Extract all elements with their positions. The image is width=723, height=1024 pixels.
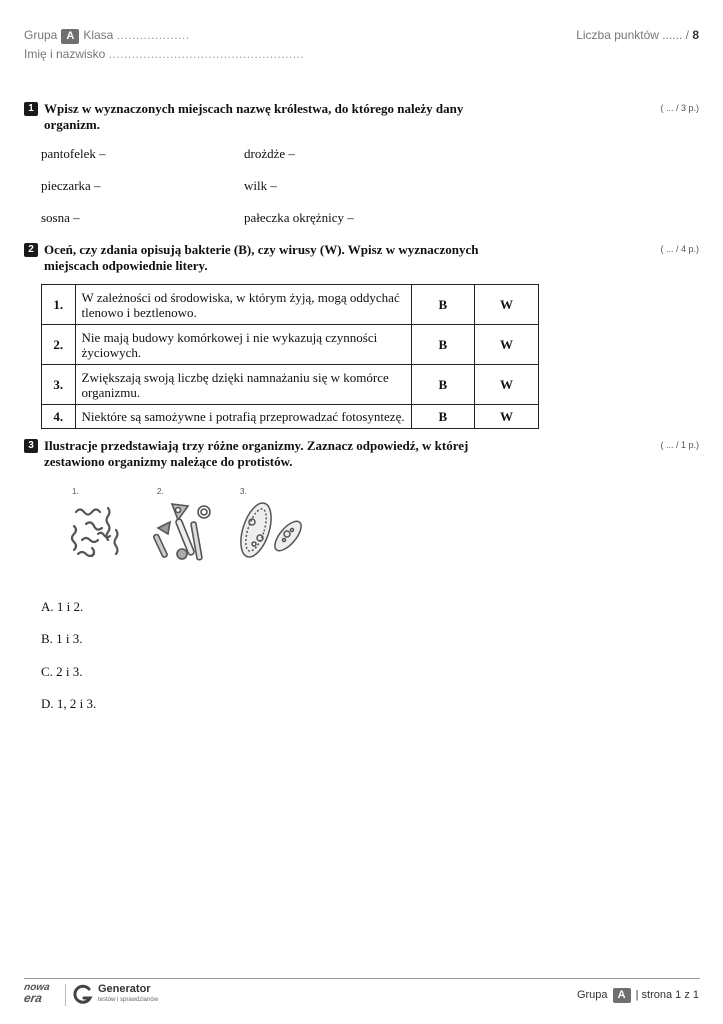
question-2-points: ( ... / 4 p.) xyxy=(660,244,699,254)
q1-item-wilk[interactable]: wilk – xyxy=(244,178,277,193)
q1-item-pieczarka[interactable]: pieczarka – xyxy=(41,178,101,193)
table-row xyxy=(42,285,539,325)
logo-bottom-word: era xyxy=(23,991,44,1005)
protist-illustration xyxy=(232,498,304,562)
answer-option-a[interactable]: A. 1 i 2. xyxy=(41,599,84,614)
illustration-label-1: 1. xyxy=(72,487,79,496)
table-row xyxy=(42,365,539,405)
footer-divider xyxy=(24,978,700,979)
name-field[interactable]: ................................................... xyxy=(108,47,305,61)
true-false-table xyxy=(41,284,539,429)
option-w-cell[interactable]: W xyxy=(475,365,539,405)
row-number: 2. xyxy=(42,325,76,365)
row-statement: Zwiększają swoją liczbę dzięki namnażaniu się w komórce organizmu. xyxy=(75,365,411,405)
illustration-label-2: 2. xyxy=(157,487,164,496)
q1-item-pantofelek[interactable]: pantofelek – xyxy=(41,146,106,161)
question-2 xyxy=(24,242,624,275)
points-separator: / xyxy=(685,28,689,42)
question-1 xyxy=(24,101,624,134)
row-statement: W zależności od środowiska, w którym żyją, mogą oddychać tlenowo i beztlenowo. xyxy=(75,285,411,325)
points-label: Liczba punktów ...... xyxy=(576,28,683,42)
bacteria-illustration xyxy=(68,500,130,562)
header-name-line xyxy=(24,47,304,61)
class-label: Klasa xyxy=(83,28,114,42)
question-number-badge: 2 xyxy=(24,243,38,257)
points-summary xyxy=(576,28,699,42)
q1-item-sosna[interactable]: sosna – xyxy=(41,210,80,225)
generator-subtitle: testów i sprawdzianów xyxy=(98,997,159,1003)
q1-item-paleczka[interactable]: pałeczka okrężnicy – xyxy=(244,210,354,225)
footer-group-label: Grupa xyxy=(576,989,608,1001)
option-w-cell[interactable]: W xyxy=(475,285,539,325)
table-row xyxy=(42,405,539,429)
group-label: Grupa xyxy=(24,28,58,42)
header-group-line xyxy=(24,28,190,44)
generator-g-icon xyxy=(72,984,94,1006)
answer-option-d[interactable]: D. 1, 2 i 3. xyxy=(41,696,97,711)
option-w-cell[interactable]: W xyxy=(475,405,539,429)
footer-page-info xyxy=(577,988,699,1003)
question-text: Wpisz w wyznaczonych miejscach nazwę królestwa, do którego należy dany organizm. xyxy=(44,101,464,132)
generator-title: Generator xyxy=(98,983,151,995)
name-label: Imię i nazwisko xyxy=(24,47,106,61)
illustration-label-3: 3. xyxy=(240,487,247,496)
class-field[interactable]: ................... xyxy=(116,28,190,42)
table-row xyxy=(42,325,539,365)
row-number: 4. xyxy=(42,405,76,429)
q1-item-drozdze[interactable]: drożdże – xyxy=(244,146,295,161)
answer-option-b[interactable]: B. 1 i 3. xyxy=(41,631,83,646)
row-statement: Nie mają budowy komórkowej i nie wykazują czynności życiowych. xyxy=(75,325,411,365)
option-b-cell[interactable]: B xyxy=(411,365,474,405)
option-b-cell[interactable]: B xyxy=(411,325,474,365)
option-w-cell[interactable]: W xyxy=(475,325,539,365)
row-number: 1. xyxy=(42,285,76,325)
question-text: Ilustracje przedstawiają trzy różne organizmy. Zaznacz odpowiedź, w której zestawiono organizmy należące do protistów. xyxy=(44,438,469,469)
question-1-points: ( ... / 3 p.) xyxy=(660,103,699,113)
points-total: 8 xyxy=(692,28,699,42)
footer-group-badge: A xyxy=(613,988,631,1003)
question-number-badge: 3 xyxy=(24,439,38,453)
diatom-illustration xyxy=(152,500,216,562)
question-3 xyxy=(24,438,624,471)
option-b-cell[interactable]: B xyxy=(411,285,474,325)
answer-option-c[interactable]: C. 2 i 3. xyxy=(41,664,83,679)
footer-page-number: | strona 1 z 1 xyxy=(635,989,699,1001)
nowa-era-logo xyxy=(24,983,64,1003)
row-statement: Niektóre są samożywne i potrafią przeprowadzać fotosyntezę. xyxy=(75,405,411,429)
option-b-cell[interactable]: B xyxy=(411,405,474,429)
logo-divider xyxy=(65,984,66,1006)
group-letter-badge: A xyxy=(61,29,79,44)
row-number: 3. xyxy=(42,365,76,405)
logo-top-word: nowa xyxy=(23,982,51,993)
question-text: Oceń, czy zdania opisują bakterie (B), czy wirusy (W). Wpisz w wyznaczonych miejscach odpowiednie litery. xyxy=(44,242,479,273)
question-3-points: ( ... / 1 p.) xyxy=(660,440,699,450)
question-number-badge: 1 xyxy=(24,102,38,116)
